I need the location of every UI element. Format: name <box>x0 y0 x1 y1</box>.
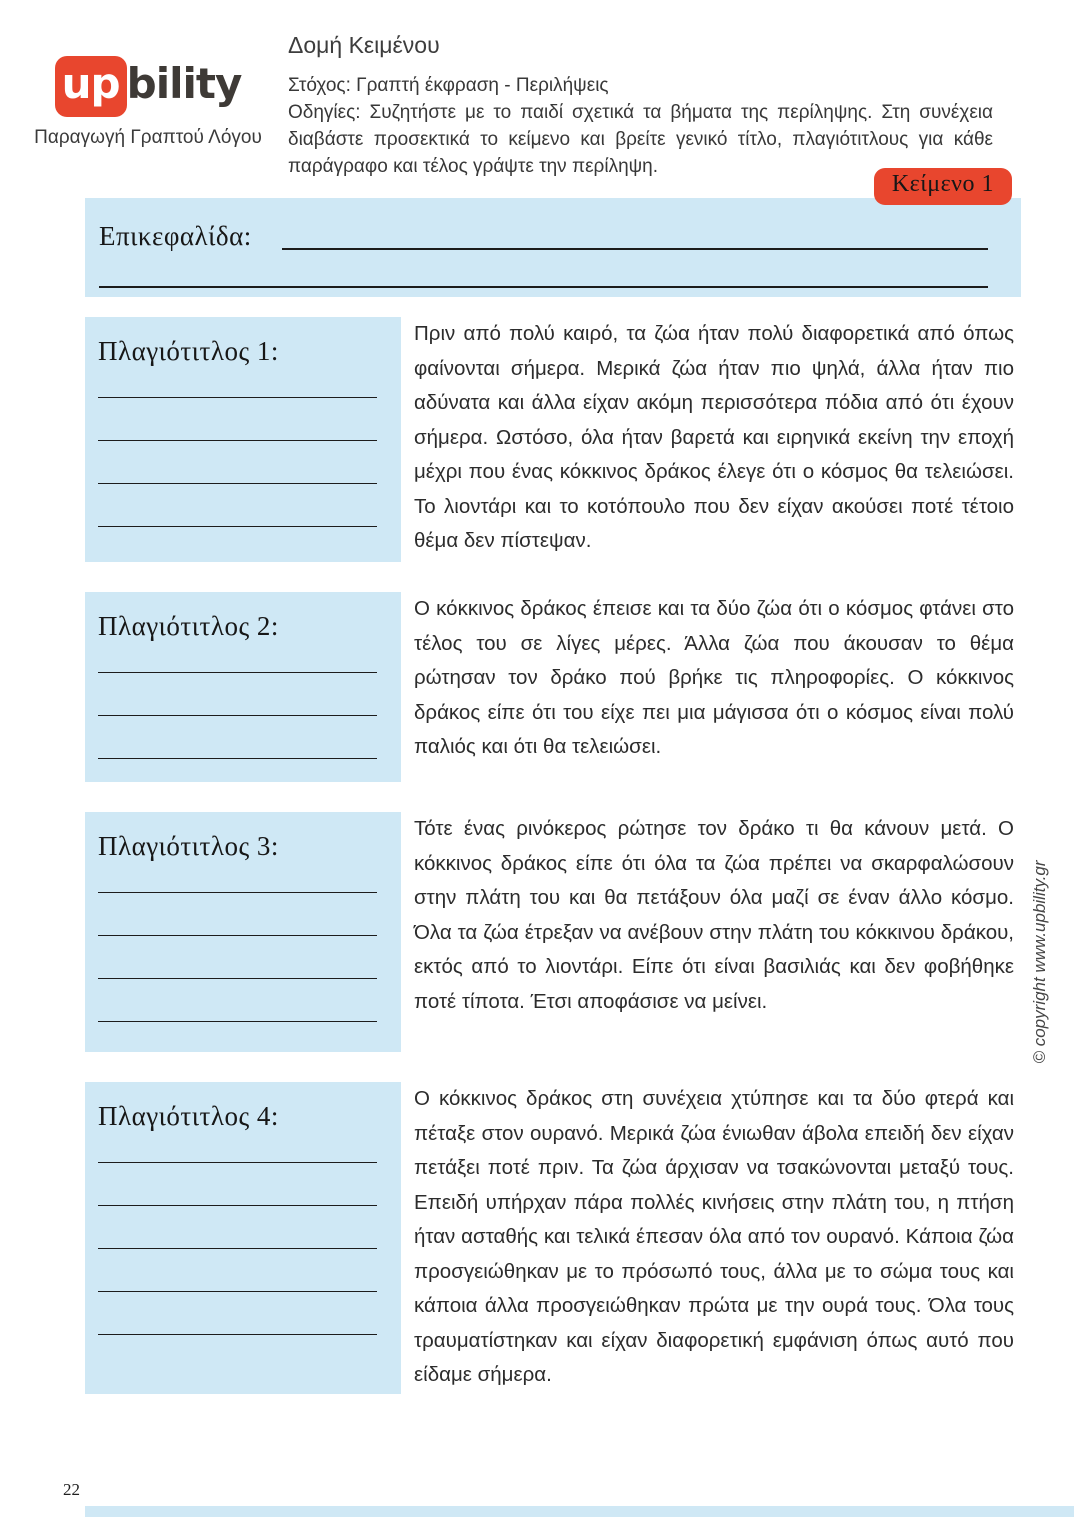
section-2 <box>85 592 1014 782</box>
subtitle-label-1: Πλαγιότιτλος 1: <box>98 336 279 366</box>
section-4 <box>85 1082 1014 1394</box>
goal-line: Στόχος: Γραπτή έκφραση - Περιλήψεις <box>288 75 609 96</box>
write-lines-3 <box>98 850 377 1022</box>
heading-row <box>99 212 988 250</box>
footer-strip <box>85 1506 1074 1517</box>
paragraph-2: Ο κόκκινος δράκος έπεισε και τα δύο ζώα ότι ο κόσμος φτάνει στο τέλος του σε λίγες μέρες. Άλλα ζώα που άκουσαν το θέμα ρώτησαν τον δράκο πού βρήκε τις πληροφορίες. Ο κόκκινος δράκος είπε ότι του είχε πει μια μάγισσα ότι ο κόσμος είναι πολύ παλιός και ότι θα τελειώσει. <box>414 597 1014 758</box>
write-line <box>98 936 377 979</box>
subtitle-label-2: Πλαγιότιτλος 2: <box>98 611 279 641</box>
copyright-watermark: © copyright www.upbility.gr <box>1030 860 1049 1064</box>
paragraph-3: Τότε ένας ρινόκερος ρώτησε τον δράκο τι θα κάνουν μετά. Ο κόκκινος δράκος είπε ότι όλα τα ζώα πρέπει να σκαρφαλώσουν στην πλάτη του και θα πετάξουν όλα μαζί σε έναν άλλο κόσμο. Όλα τα ζώα έτρεξαν να ανέβουν στην πλάτη του κόκκινου δράκου, εκτός από το λιοντάρι. Είπε ότι είναι βασιλιάς και δεν φοβήθηκε ποτέ τίποτα. Έτσι αποφάσισε να μείνει. <box>414 817 1014 1013</box>
logo-tagline: Παραγωγή Γραπτού Λόγου <box>34 126 262 148</box>
write-line <box>98 673 377 716</box>
write-line <box>98 716 377 759</box>
logo-bility-text: bility <box>126 59 242 108</box>
write-line <box>98 1206 377 1249</box>
paragraph-4: Ο κόκκινος δράκος στη συνέχεια χτύπησε και τα δύο φτερά και πέταξε στον ουρανό. Μερικά ζώα ένιωθαν άβολα επειδή δεν είχαν πετάξει ποτέ πριν. Τα ζώα άρχισαν να τσακώνονται μεταξύ τους. Επειδή υπήρχαν πάρα πολλές κινήσεις στην πλάτη του, η πτήση ήταν ασταθής και τελικά έπεσαν όλα από τον ουρανό. Κάποια ζώα προσγειώθηκαν με το πρόσωπό τους, άλλα με το σώμα τους και κάποια άλλα προσγειώθηκαν πρώτα με την ουρά τους. Όλα τους τραυματίστηκαν και είχαν διαφορετική εμφάνιση όπως αυτό που είδαμε σήμερα. <box>414 1087 1014 1386</box>
logo-wordmark <box>28 56 268 117</box>
write-line <box>98 1163 377 1206</box>
write-line <box>98 1292 377 1335</box>
instructions-text: Οδηγίες: Συζητήστε με το παιδί σχετικά τα βήματα της περίληψης. Στη συνέχεια διαβάστε προσεκτικά το κείμενο και βρείτε γενικό τίτλο, πλαγιότιτλους για κάθε παράγραφο και τέλος γράψτε την περίληψη. <box>288 102 993 177</box>
subtitle-box-3 <box>85 812 401 1052</box>
page-header <box>0 0 1074 180</box>
subtitle-box-4 <box>85 1082 401 1394</box>
paragraph-1: Πριν από πολύ καιρό, τα ζώα ήταν πολύ διαφορετικά από όπως φαίνονται σήμερα. Μερικά ζώα ήταν πιο ψηλά, άλλα ήταν πιο αδύνατα και άλλα είχαν ακόμη περισσότερα πόδια από ότι έχουν σήμερα. Ωστόσο, όλα ήταν βαρετά και ειρηνικά εκείνη την εποχή μέχρι που ένας κόκκινος δράκος έλεγε ότι ο κόσμος θα τελειώσει. Το λιοντάρι και το κοτόπουλο που δεν είχαν ακούσει ποτέ τέτοιο θέμα δεν πίστεψαν. <box>414 322 1014 552</box>
subtitle-box-1 <box>85 317 401 562</box>
write-line <box>98 893 377 936</box>
sections-container <box>85 317 1014 1394</box>
subtitle-box-2 <box>85 592 401 782</box>
write-line <box>282 248 988 250</box>
subtitle-label-3: Πλαγιότιτλος 3: <box>98 831 279 861</box>
write-lines-1 <box>98 355 377 527</box>
page-title: Δομή Κειμένου <box>288 32 440 58</box>
write-lines-2 <box>98 630 377 759</box>
write-lines-4 <box>98 1120 377 1335</box>
upbility-logo <box>28 26 268 180</box>
section-3 <box>85 812 1014 1052</box>
heading-label: Επικεφαλίδα: <box>99 221 252 251</box>
page-number: 22 <box>63 1480 80 1499</box>
subtitle-label-4: Πλαγιότιτλος 4: <box>98 1101 279 1131</box>
write-line <box>98 1249 377 1292</box>
write-line <box>98 398 377 441</box>
text-number-badge: Κείμενο 1 <box>874 168 1012 205</box>
header-text-block <box>288 26 993 180</box>
write-line <box>98 979 377 1022</box>
logo-up-mark: up <box>55 56 127 117</box>
write-line <box>98 441 377 484</box>
section-1 <box>85 317 1014 562</box>
heading-box <box>85 198 1021 297</box>
write-line <box>98 484 377 527</box>
write-line <box>99 286 988 288</box>
